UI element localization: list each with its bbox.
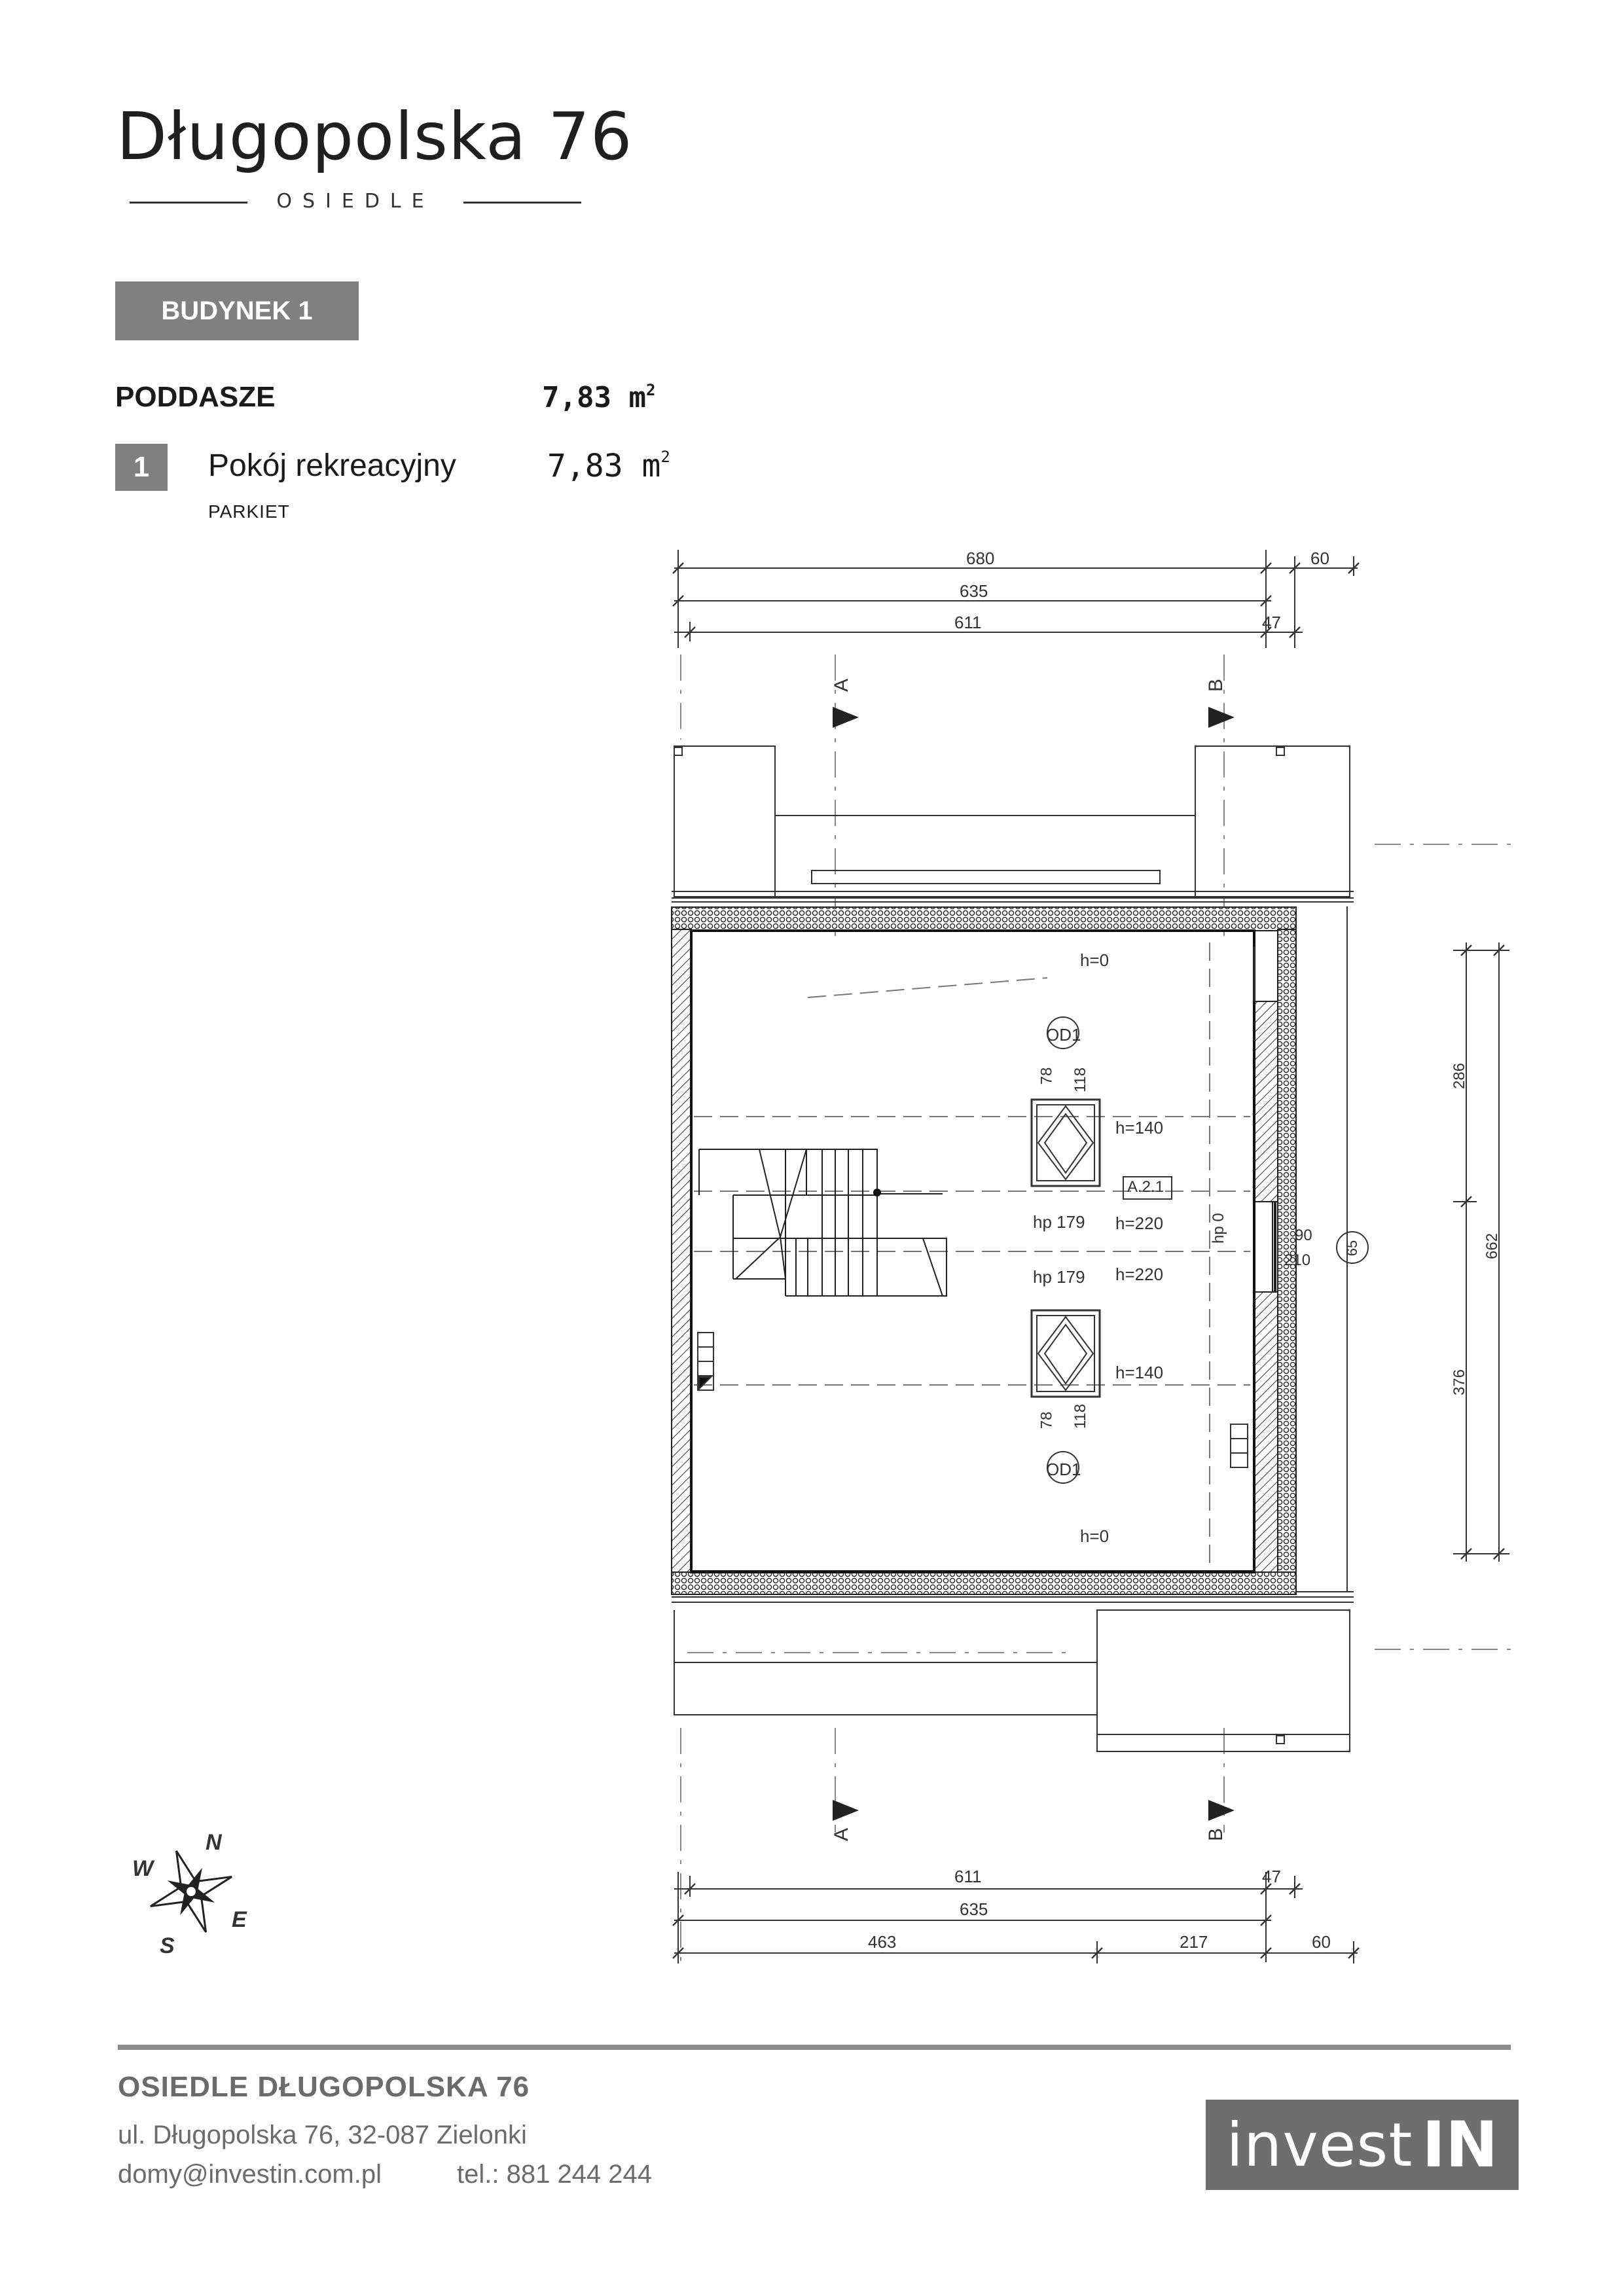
dim-bottom-47: 47 [1262,1867,1281,1886]
hp0-label: hp 0 [1210,1213,1227,1244]
dim-118-bottom: 118 [1072,1403,1090,1429]
dim-top-611: 611 [954,613,982,632]
hp179-top: hp 179 [1033,1212,1085,1232]
dim-bottom-217: 217 [1180,1932,1208,1952]
section-b-bottom-label: B [1205,1827,1227,1842]
floor-label: PODDASZE [115,381,276,413]
dim-78-top: 78 [1038,1067,1056,1085]
dim-top-47: 47 [1262,613,1281,632]
a21-label: A.2.1 [1127,1178,1164,1196]
page-title: Długopolska 76 [117,98,633,175]
room-area-sup: 2 [660,448,670,466]
footer-address: ul. Długopolska 76, 32-087 Zielonki [118,2121,527,2149]
section-a-top-label: A [831,678,853,692]
building-badge: BUDYNEK 1 [115,281,359,340]
hp179-bottom: hp 179 [1033,1267,1085,1287]
height-140-bottom: h=140 [1115,1363,1164,1382]
height-label-top: h=0 [1080,950,1110,970]
dim-right-286: 286 [1451,1062,1469,1090]
floor-area-value: 7,83 m [542,381,646,414]
room-number-badge: 1 [115,444,168,491]
room-area-value: 7,83 m [547,448,661,484]
dim-right-376: 376 [1451,1369,1469,1396]
dim-bottom-60: 60 [1312,1932,1331,1952]
dim-top-60: 60 [1310,548,1329,568]
dim-118-top: 118 [1072,1067,1090,1093]
footer-phone: tel.: 881 244 244 [457,2160,653,2189]
logo-text-invest: invest [1226,2109,1413,2180]
door-width-90: 90 [1295,1227,1312,1244]
od1-top-label: OD1 [1046,1025,1081,1045]
room-name: Pokój rekreacyjny [208,448,456,483]
dim-78-bottom: 78 [1038,1411,1056,1429]
logo-text-in: IN [1422,2108,1498,2181]
dim-bottom-611: 611 [954,1867,982,1886]
dim-top-680: 680 [966,548,995,568]
section-a-bottom-label: A [831,1827,853,1842]
height-220-top: h=220 [1115,1213,1164,1233]
subtitle: OSIEDLE [276,190,435,213]
door-height-210: 210 [1284,1251,1311,1269]
height-220-bottom: h=220 [1115,1265,1164,1284]
height-label-bottom: h=0 [1080,1526,1110,1546]
compass-south: S [160,1933,175,1958]
compass-north: N [206,1830,222,1855]
investin-logo [1206,2100,1519,2190]
dim-right-65: 65 [1344,1240,1361,1257]
height-140-top: h=140 [1115,1118,1164,1138]
footer-email-link[interactable]: domy@investin.com.pl [118,2160,382,2189]
dim-bottom-635: 635 [960,1899,988,1919]
footer-divider [118,2045,1511,2050]
section-b-top-label: B [1205,678,1227,692]
dim-right-662: 662 [1483,1232,1502,1260]
room-flooring: PARKIET [208,501,290,522]
compass-east: E [232,1907,247,1932]
od1-bottom-label: OD1 [1046,1460,1081,1479]
floor-area-sup: 2 [645,381,656,399]
dim-top-635: 635 [960,581,988,601]
dim-bottom-463: 463 [868,1932,897,1952]
compass-west: W [132,1856,154,1881]
footer-estate-name: OSIEDLE DŁUGOPOLSKA 76 [118,2071,530,2103]
